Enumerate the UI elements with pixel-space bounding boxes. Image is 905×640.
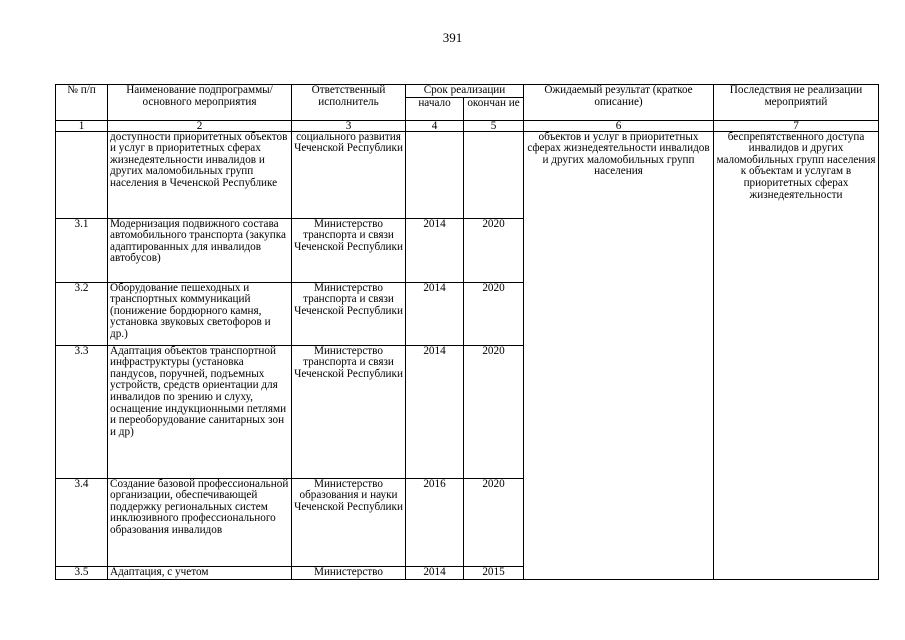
header-start: начало	[406, 97, 464, 120]
header-num: № п/п	[56, 85, 108, 121]
row-num	[56, 131, 108, 218]
row-end: 2020	[464, 282, 524, 345]
row-end: 2015	[464, 566, 524, 579]
column-number: 4	[406, 120, 464, 131]
row-end: 2020	[464, 345, 524, 478]
header-term: Срок реализации	[406, 85, 524, 98]
row-executor: Министерство транспорта и связи Чеченской Республики	[292, 345, 406, 478]
header-result: Ожидаемый результат (краткое описание)	[524, 85, 714, 121]
column-number: 7	[714, 120, 879, 131]
header-name: Наименование подпрограммы/ основного мероприятия	[108, 85, 292, 121]
row-start: 2014	[406, 345, 464, 478]
header-consequences: Последствия не реализации мероприятий	[714, 85, 879, 121]
header-end: окончан ие	[464, 97, 524, 120]
row-start: 2014	[406, 282, 464, 345]
column-numbers-row	[56, 120, 879, 131]
row-name: Модернизация подвижного состава автомобильного транспорта (закупка адаптированных для инвалидов автобусов)	[108, 218, 292, 282]
page-number: 391	[442, 30, 463, 45]
header-executor: Ответственный исполнитель	[292, 85, 406, 121]
row-name: Адаптация, с учетом	[108, 566, 292, 579]
row-start: 2014	[406, 218, 464, 282]
row-end	[464, 131, 524, 218]
row-executor: Министерство образования и науки Чеченской Республики	[292, 478, 406, 566]
header-row	[56, 85, 879, 98]
row-end: 2020	[464, 218, 524, 282]
row-num: 3.3	[56, 345, 108, 478]
row-name: доступности приоритетных объектов и услуг в приоритетных сферах жизнедеятельности инвалидов и других маломобильных групп населения в Чеченской Республике	[108, 131, 292, 218]
row-executor: социального развития Чеченской Республики	[292, 131, 406, 218]
program-table	[55, 84, 879, 580]
column-number: 3	[292, 120, 406, 131]
row-result: объектов и услуг в приоритетных сферах жизнедеятельности инвалидов и других маломобильных групп населения	[524, 131, 714, 579]
row-executor: Министерство	[292, 566, 406, 579]
table-row-continuation	[56, 131, 879, 218]
row-end: 2020	[464, 478, 524, 566]
column-number: 2	[108, 120, 292, 131]
row-name: Адаптация объектов транспортной инфраструктуры (установка пандусов, поручней, подъемных устройств, средств ориентации для инвалидов по зрению и слуху, оснащение индукционными петлями и переоборудование санитарных зон и др)	[108, 345, 292, 478]
row-num: 3.5	[56, 566, 108, 579]
row-executor: Министерство транспорта и связи Чеченской Республики	[292, 218, 406, 282]
row-num: 3.4	[56, 478, 108, 566]
row-consequences: беспрепятственного доступа инвалидов и других маломобильных групп населения к объектам и услугам в приоритетных сферах жизнедеятельности	[714, 131, 879, 579]
column-number: 6	[524, 120, 714, 131]
row-num: 3.2	[56, 282, 108, 345]
row-name: Создание базовой профессиональной организации, обеспечивающей поддержку региональных систем инклюзивного профессионального образования инвалидов	[108, 478, 292, 566]
row-executor: Министерство транспорта и связи Чеченской Республики	[292, 282, 406, 345]
column-number: 5	[464, 120, 524, 131]
row-start	[406, 131, 464, 218]
row-num: 3.1	[56, 218, 108, 282]
row-start: 2016	[406, 478, 464, 566]
row-name: Оборудование пешеходных и транспортных коммуникаций (понижение бордюрного камня, установка звуковых светофоров и др.)	[108, 282, 292, 345]
column-number: 1	[56, 120, 108, 131]
row-start: 2014	[406, 566, 464, 579]
